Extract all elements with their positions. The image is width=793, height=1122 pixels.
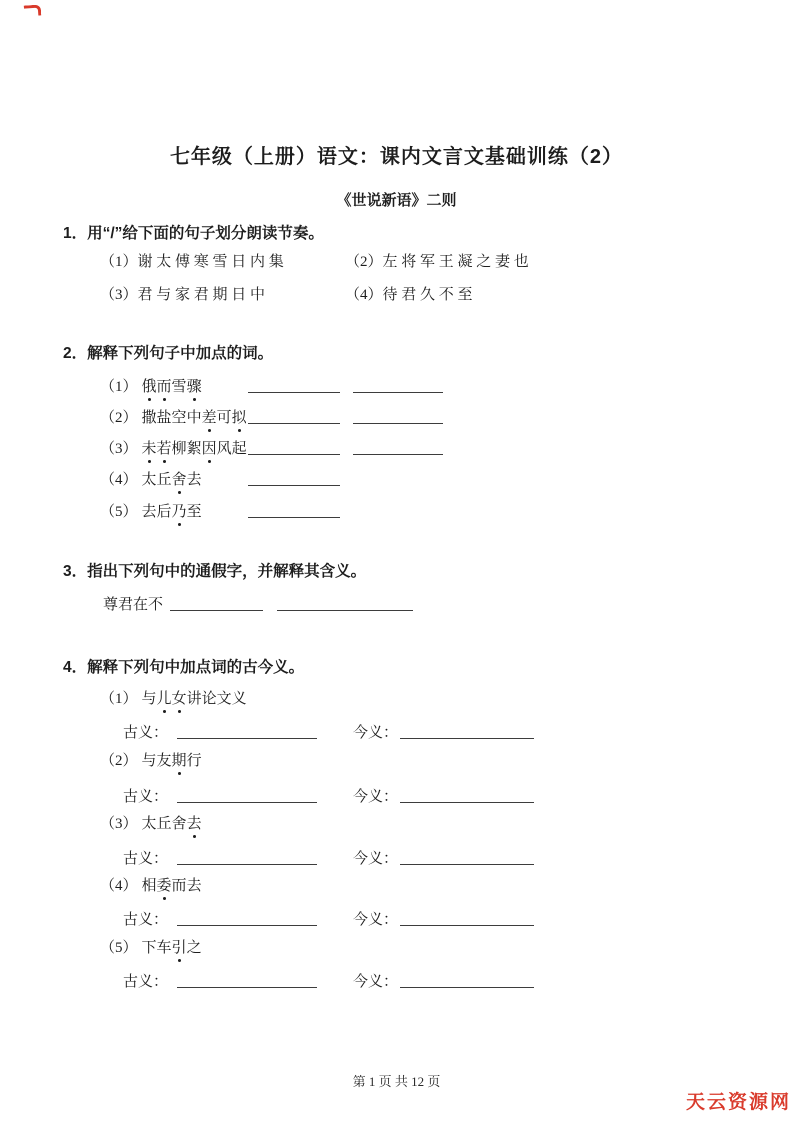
item-number: （2） (100, 410, 138, 426)
page-subtitle: 《世说新语》二则 (336, 192, 457, 209)
item-phrase: 去后乃至 (142, 504, 202, 520)
q4-item-1 (0, 687, 793, 711)
q1-row-2 (0, 283, 793, 307)
q4-answers-5 (0, 970, 793, 994)
q4-item-3 (0, 812, 793, 836)
modern-meaning-label: 今义： (353, 789, 399, 805)
q2-item-5 (0, 500, 793, 524)
item-phrase: 撒盐空中差可拟 (142, 410, 247, 426)
q4-answers-3 (0, 847, 793, 871)
ancient-meaning-label: 古义： (123, 912, 169, 928)
item-number: （5） (100, 940, 138, 956)
answer-blank (248, 500, 340, 518)
question-1-heading: 1．用“/”给下面的句子划分朗读节奏。 (63, 225, 324, 242)
q1-item-1: （1）谢 太 傅 寒 雪 日 内 集 (100, 254, 284, 270)
answer-blank (400, 721, 534, 739)
item-number: （4） (100, 472, 138, 488)
modern-meaning-label: 今义： (353, 725, 399, 741)
answer-blank (177, 721, 317, 739)
question-4-heading: 4．解释下列句中加点词的古今义。 (63, 659, 305, 676)
ancient-meaning-label: 古义： (123, 789, 169, 805)
answer-blank (248, 406, 340, 424)
q4-item-5 (0, 936, 793, 960)
site-watermark: 天云资源网 (685, 1092, 791, 1113)
q1-item-2: （2）左 将 军 王 凝 之 妻 也 (345, 254, 529, 270)
page-title: 七年级（上册）语文：课内文言文基础训练（2） (169, 146, 624, 168)
q4-answers-4 (0, 908, 793, 932)
item-phrase: 与儿女讲论文义 (142, 691, 247, 707)
q1-item-4: （4）待 君 久 不 至 (345, 287, 473, 303)
question-3-heading: 3．指出下列句中的通假字，并解释其含义。 (63, 563, 367, 580)
answer-blank (353, 437, 443, 455)
item-phrase: 太丘舍去 (142, 472, 202, 488)
item-number: （5） (100, 504, 138, 520)
item-phrase: 与友期行 (142, 753, 202, 769)
answer-blank (248, 437, 340, 455)
item-phrase: 相委而去 (142, 878, 202, 894)
q4-answers-2 (0, 785, 793, 809)
answer-blank (248, 375, 340, 393)
answer-blank (177, 847, 317, 865)
item-number: （1） (100, 379, 138, 395)
red-stamp-mark (24, 4, 42, 16)
page-number: 第 1 页 共 12 页 (352, 1074, 441, 1089)
item-number: （3） (100, 441, 138, 457)
answer-blank (248, 468, 340, 486)
answer-blank (177, 785, 317, 803)
ancient-meaning-label: 古义： (123, 851, 169, 867)
item-number: （1） (100, 691, 138, 707)
item-phrase: 俄而雪骤 (142, 379, 202, 395)
item-phrase: 下车引之 (142, 940, 202, 956)
q2-item-2 (0, 406, 793, 430)
modern-meaning-label: 今义： (353, 974, 399, 990)
q4-item-4 (0, 874, 793, 898)
q3-item (0, 593, 793, 617)
answer-blank (400, 908, 534, 926)
q4-answers-1 (0, 721, 793, 745)
answer-blank (400, 970, 534, 988)
q1-item-3: （3）君 与 家 君 期 日 中 (100, 287, 266, 303)
q4-item-2 (0, 749, 793, 773)
answer-blank (170, 593, 263, 611)
ancient-meaning-label: 古义： (123, 974, 169, 990)
item-number: （2） (100, 753, 138, 769)
modern-meaning-label: 今义： (353, 851, 399, 867)
item-number: （3） (100, 816, 138, 832)
q2-item-1 (0, 375, 793, 399)
question-2-heading: 2．解释下列句子中加点的词。 (63, 345, 274, 362)
answer-blank (353, 375, 443, 393)
item-phrase: 尊君在不 (103, 597, 164, 613)
q2-item-4 (0, 468, 793, 492)
item-number: （4） (100, 878, 138, 894)
item-phrase: 未若柳絮因风起 (142, 441, 247, 457)
q1-row-1 (0, 250, 793, 274)
ancient-meaning-label: 古义： (123, 725, 169, 741)
answer-blank (277, 593, 413, 611)
modern-meaning-label: 今义： (353, 912, 399, 928)
item-phrase: 太丘舍去 (142, 816, 202, 832)
answer-blank (353, 406, 443, 424)
answer-blank (400, 785, 534, 803)
answer-blank (177, 970, 317, 988)
answer-blank (177, 908, 317, 926)
answer-blank (400, 847, 534, 865)
q2-item-3 (0, 437, 793, 461)
